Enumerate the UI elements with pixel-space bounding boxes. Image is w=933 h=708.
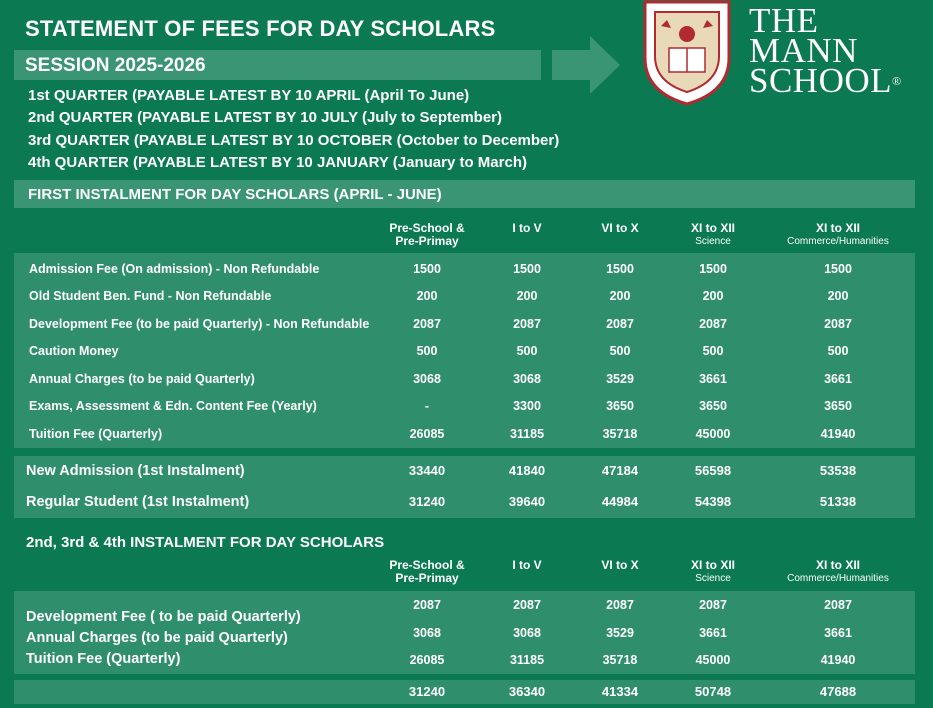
fee-cell: 200 [609, 289, 631, 303]
fee-cell: 3300 [513, 399, 541, 413]
fee-cell: 200 [416, 289, 438, 303]
column-header-line1: I to V [512, 558, 542, 572]
instalment-total-cell: 41334 [601, 684, 639, 699]
column-header [778, 222, 898, 248]
fee-cell: 500 [416, 344, 438, 358]
total-cell: 54398 [694, 494, 732, 509]
total-cell: 33440 [408, 463, 446, 478]
fee-cell: 3650 [606, 399, 634, 413]
instalment-cell: 45000 [695, 653, 731, 667]
instalment-total-cell: 31240 [408, 684, 446, 699]
brand-the: THE [749, 1, 819, 40]
total-row-label: New Admission (1st Instalment) [26, 463, 245, 479]
total-cell: 56598 [694, 463, 732, 478]
total-row-label: Regular Student (1st Instalment) [26, 494, 250, 510]
fee-row [0, 317, 933, 335]
fee-cell: 1500 [699, 262, 727, 276]
fee-row [0, 399, 933, 417]
total-cell: 44984 [601, 494, 639, 509]
column-header-line2: Commerce/Humanities [787, 573, 889, 584]
instalment-total-row [0, 684, 933, 702]
column-header-line1: VI to X [601, 558, 639, 572]
fee-row-label: Annual Charges (to be paid Quarterly) [29, 372, 255, 386]
fee-cell: 2087 [413, 317, 441, 331]
fee-row-label: Caution Money [29, 344, 119, 358]
fee-row-label: Admission Fee (On admission) - Non Refundable [29, 262, 320, 276]
quarter-4: 4th QUARTER (PAYABLE LATEST BY 10 JANUARY (January to March) [28, 154, 527, 171]
quarter-1: 1st QUARTER (PAYABLE LATEST BY 10 APRIL (April To June) [28, 87, 470, 104]
registered-mark: ® [892, 74, 902, 88]
instalment-cell: 3068 [513, 626, 541, 640]
column-header [653, 222, 773, 248]
total-cell: 41840 [508, 463, 546, 478]
fee-cell: 2087 [513, 317, 541, 331]
column-header-line1: I to V [512, 221, 542, 235]
fee-cell: 31185 [509, 427, 545, 441]
instalment-cell: 3661 [699, 626, 727, 640]
fee-cell: 200 [827, 289, 849, 303]
column-header-line2: Pre-Primay [395, 234, 459, 248]
column-header-line1: VI to X [601, 221, 639, 235]
fee-row-label: Exams, Assessment & Edn. Content Fee (Yearly) [29, 399, 317, 413]
arrow-right-icon-body [552, 50, 592, 80]
instalment-row [0, 653, 933, 671]
fee-cell: 3529 [606, 372, 634, 386]
fee-cell: - [424, 399, 430, 413]
second-instalment-title: 2nd, 3rd & 4th INSTALMENT FOR DAY SCHOLARS [26, 534, 385, 551]
column-header-line2: Science [695, 236, 731, 247]
instalment-cell: 35718 [602, 653, 638, 667]
fee-row [0, 289, 933, 307]
instalment-cell: 2087 [513, 598, 541, 612]
fee-cell: 3650 [699, 399, 727, 413]
total-cell: 39640 [508, 494, 546, 509]
total-row [0, 463, 933, 481]
second-label-annual: Annual Charges (to be paid Quarterly) [26, 630, 288, 646]
instalment-row [0, 626, 933, 644]
fee-cell: 26085 [409, 427, 445, 441]
fee-cell: 3650 [824, 399, 852, 413]
fee-cell: 200 [516, 289, 538, 303]
instalment-cell: 2087 [413, 598, 441, 612]
quarter-3: 3rd QUARTER (PAYABLE LATEST BY 10 OCTOBER (October to December) [28, 132, 560, 149]
column-header-line1: Pre-School & [389, 221, 465, 235]
column-header-line1: XI to XII [815, 558, 860, 572]
instalment-cell: 2087 [699, 598, 727, 612]
fee-cell: 200 [702, 289, 724, 303]
fee-cell: 500 [609, 344, 631, 358]
total-cell: 31240 [408, 494, 446, 509]
instalment-cell: 26085 [409, 653, 445, 667]
fee-cell: 2087 [699, 317, 727, 331]
column-header-line2: Pre-Primay [395, 571, 459, 585]
total-row [0, 494, 933, 512]
instalment-cell: 3068 [413, 626, 441, 640]
column-header [778, 559, 898, 585]
fee-cell: 45000 [695, 427, 731, 441]
fee-cell: 1500 [513, 262, 541, 276]
fee-cell: 35718 [602, 427, 638, 441]
column-header-line1: XI to XII [690, 558, 735, 572]
fee-row [0, 262, 933, 280]
instalment-cell: 3661 [824, 626, 852, 640]
fee-cell: 3068 [413, 372, 441, 386]
total-cell: 47184 [601, 463, 639, 478]
instalment-cell: 3529 [606, 626, 634, 640]
fee-row [0, 427, 933, 445]
column-header-line2: Commerce/Humanities [787, 236, 889, 247]
instalment-cell: 2087 [606, 598, 634, 612]
second-label-tuition: Tuition Fee (Quarterly) [26, 651, 181, 667]
fee-cell: 3661 [824, 372, 852, 386]
column-header-line1: XI to XII [815, 221, 860, 235]
fee-row-label: Old Student Ben. Fund - Non Refundable [29, 289, 272, 303]
instalment-total-cell: 50748 [694, 684, 732, 699]
fee-cell: 500 [827, 344, 849, 358]
arrow-right-icon [590, 36, 620, 94]
column-header-line1: Pre-School & [389, 558, 465, 572]
instalment-cell: 41940 [820, 653, 856, 667]
fee-cell: 3661 [699, 372, 727, 386]
fee-cell: 3068 [513, 372, 541, 386]
fee-cell: 41940 [820, 427, 856, 441]
brand-school-text: SCHOOL [749, 61, 893, 100]
page-title: STATEMENT OF FEES FOR DAY SCHOLARS [25, 16, 496, 41]
total-cell: 51338 [819, 494, 857, 509]
first-instalment-title: FIRST INSTALMENT FOR DAY SCHOLARS (APRIL - JUNE) [28, 186, 442, 203]
instalment-cell: 31185 [509, 653, 545, 667]
fee-cell: 1500 [413, 262, 441, 276]
fee-cell: 500 [702, 344, 724, 358]
quarter-2: 2nd QUARTER (PAYABLE LATEST BY 10 JULY (July to September) [28, 109, 502, 126]
column-header-line1: XI to XII [690, 221, 735, 235]
fee-cell: 2087 [606, 317, 634, 331]
column-header [653, 559, 773, 585]
fee-cell: 500 [516, 344, 538, 358]
brand-mann: MANN [749, 31, 858, 70]
instalment-row [0, 598, 933, 616]
session-label: SESSION 2025-2026 [25, 55, 206, 76]
fee-row-label: Development Fee (to be paid Quarterly) - Non Refundable [29, 317, 370, 331]
fee-cell: 1500 [824, 262, 852, 276]
column-header-line2: Science [695, 573, 731, 584]
instalment-total-cell: 47688 [819, 684, 857, 699]
fee-cell: 2087 [824, 317, 852, 331]
fee-cell: 1500 [606, 262, 634, 276]
second-label-development: Development Fee ( to be paid Quarterly) [26, 609, 301, 625]
fee-row-label: Tuition Fee (Quarterly) [29, 427, 163, 441]
instalment-cell: 2087 [824, 598, 852, 612]
instalment-total-cell: 36340 [508, 684, 546, 699]
fee-row [0, 372, 933, 390]
fee-row [0, 344, 933, 362]
brand-school [749, 61, 902, 100]
total-cell: 53538 [819, 463, 857, 478]
school-crest-logo [641, 0, 733, 106]
